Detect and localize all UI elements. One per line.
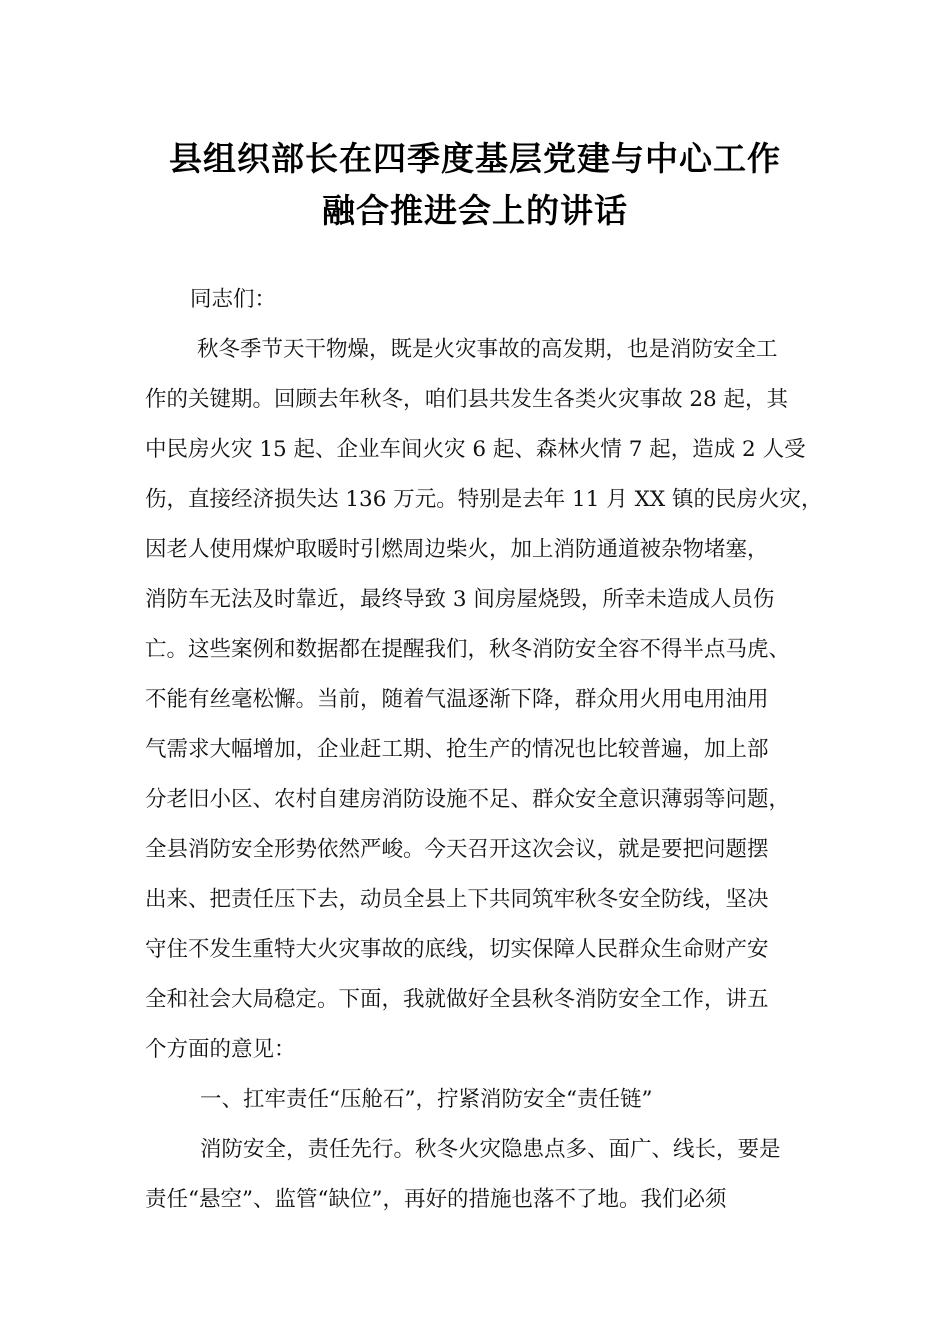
body-line: 分老旧小区、农村自建房消防设施不足、群众安全意识薄弱等问题，: [145, 787, 791, 812]
salutation: 同志们：: [190, 287, 277, 312]
body-line: 消防车无法及时靠近，最终导致 3 间房屋烧毁，所幸未造成人员伤: [145, 587, 775, 612]
body-line: 中民房火灾 15 起、企业车间火灾 6 起、森林火情 7 起，造成 2 人受: [145, 437, 806, 462]
document-title-line-1: 县组织部长在四季度基层党建与中心工作: [169, 139, 781, 178]
section-heading: 一、扛牢责任“压舱石”，拧紧消防安全“责任链”: [200, 1087, 653, 1112]
section-body-line: 消防安全，责任先行。秋冬火灾隐患点多、面广、线长，要是: [200, 1137, 781, 1162]
body-line: 不能有丝毫松懈。当前，随着气温逐渐下降，群众用火用电用油用: [145, 687, 769, 712]
body-line: 全县消防安全形势依然严峻。今天召开这次会议，就是要把问题摆: [145, 837, 769, 862]
body-line: 个方面的意见：: [145, 1037, 296, 1062]
body-line: 亡。这些案例和数据都在提醒我们，秋冬消防安全容不得半点马虎、: [145, 637, 791, 662]
body-line: 伤，直接经济损失达 136 万元。特别是去年 11 月 XX 镇的民房火灾，: [145, 487, 823, 512]
body-line: 出来、把责任压下去，动员全县上下共同筑牢秋冬安全防线，坚决: [145, 887, 769, 912]
body-line: 秋冬季节天干物燥，既是火灾事故的高发期，也是消防安全工: [197, 337, 778, 362]
body-line: 作的关键期。回顾去年秋冬，咱们县共发生各类火灾事故 28 起，其: [145, 387, 789, 412]
body-line: 气需求大幅增加，企业赶工期、抢生产的情况也比较普遍，加上部: [145, 737, 769, 762]
document-title-line-2: 融合推进会上的讲话: [322, 191, 628, 230]
body-line: 因老人使用煤炉取暖时引燃周边柴火，加上消防通道被杂物堵塞，: [145, 537, 769, 562]
section-body-line: 责任“悬空”、监管“缺位”，再好的措施也落不了地。我们必须: [145, 1187, 727, 1212]
body-line: 守住不发生重特大火灾事故的底线，切实保障人民群众生命财产安: [145, 937, 769, 962]
body-line: 全和社会大局稳定。下面，我就做好全县秋冬消防安全工作，讲五: [145, 987, 769, 1012]
